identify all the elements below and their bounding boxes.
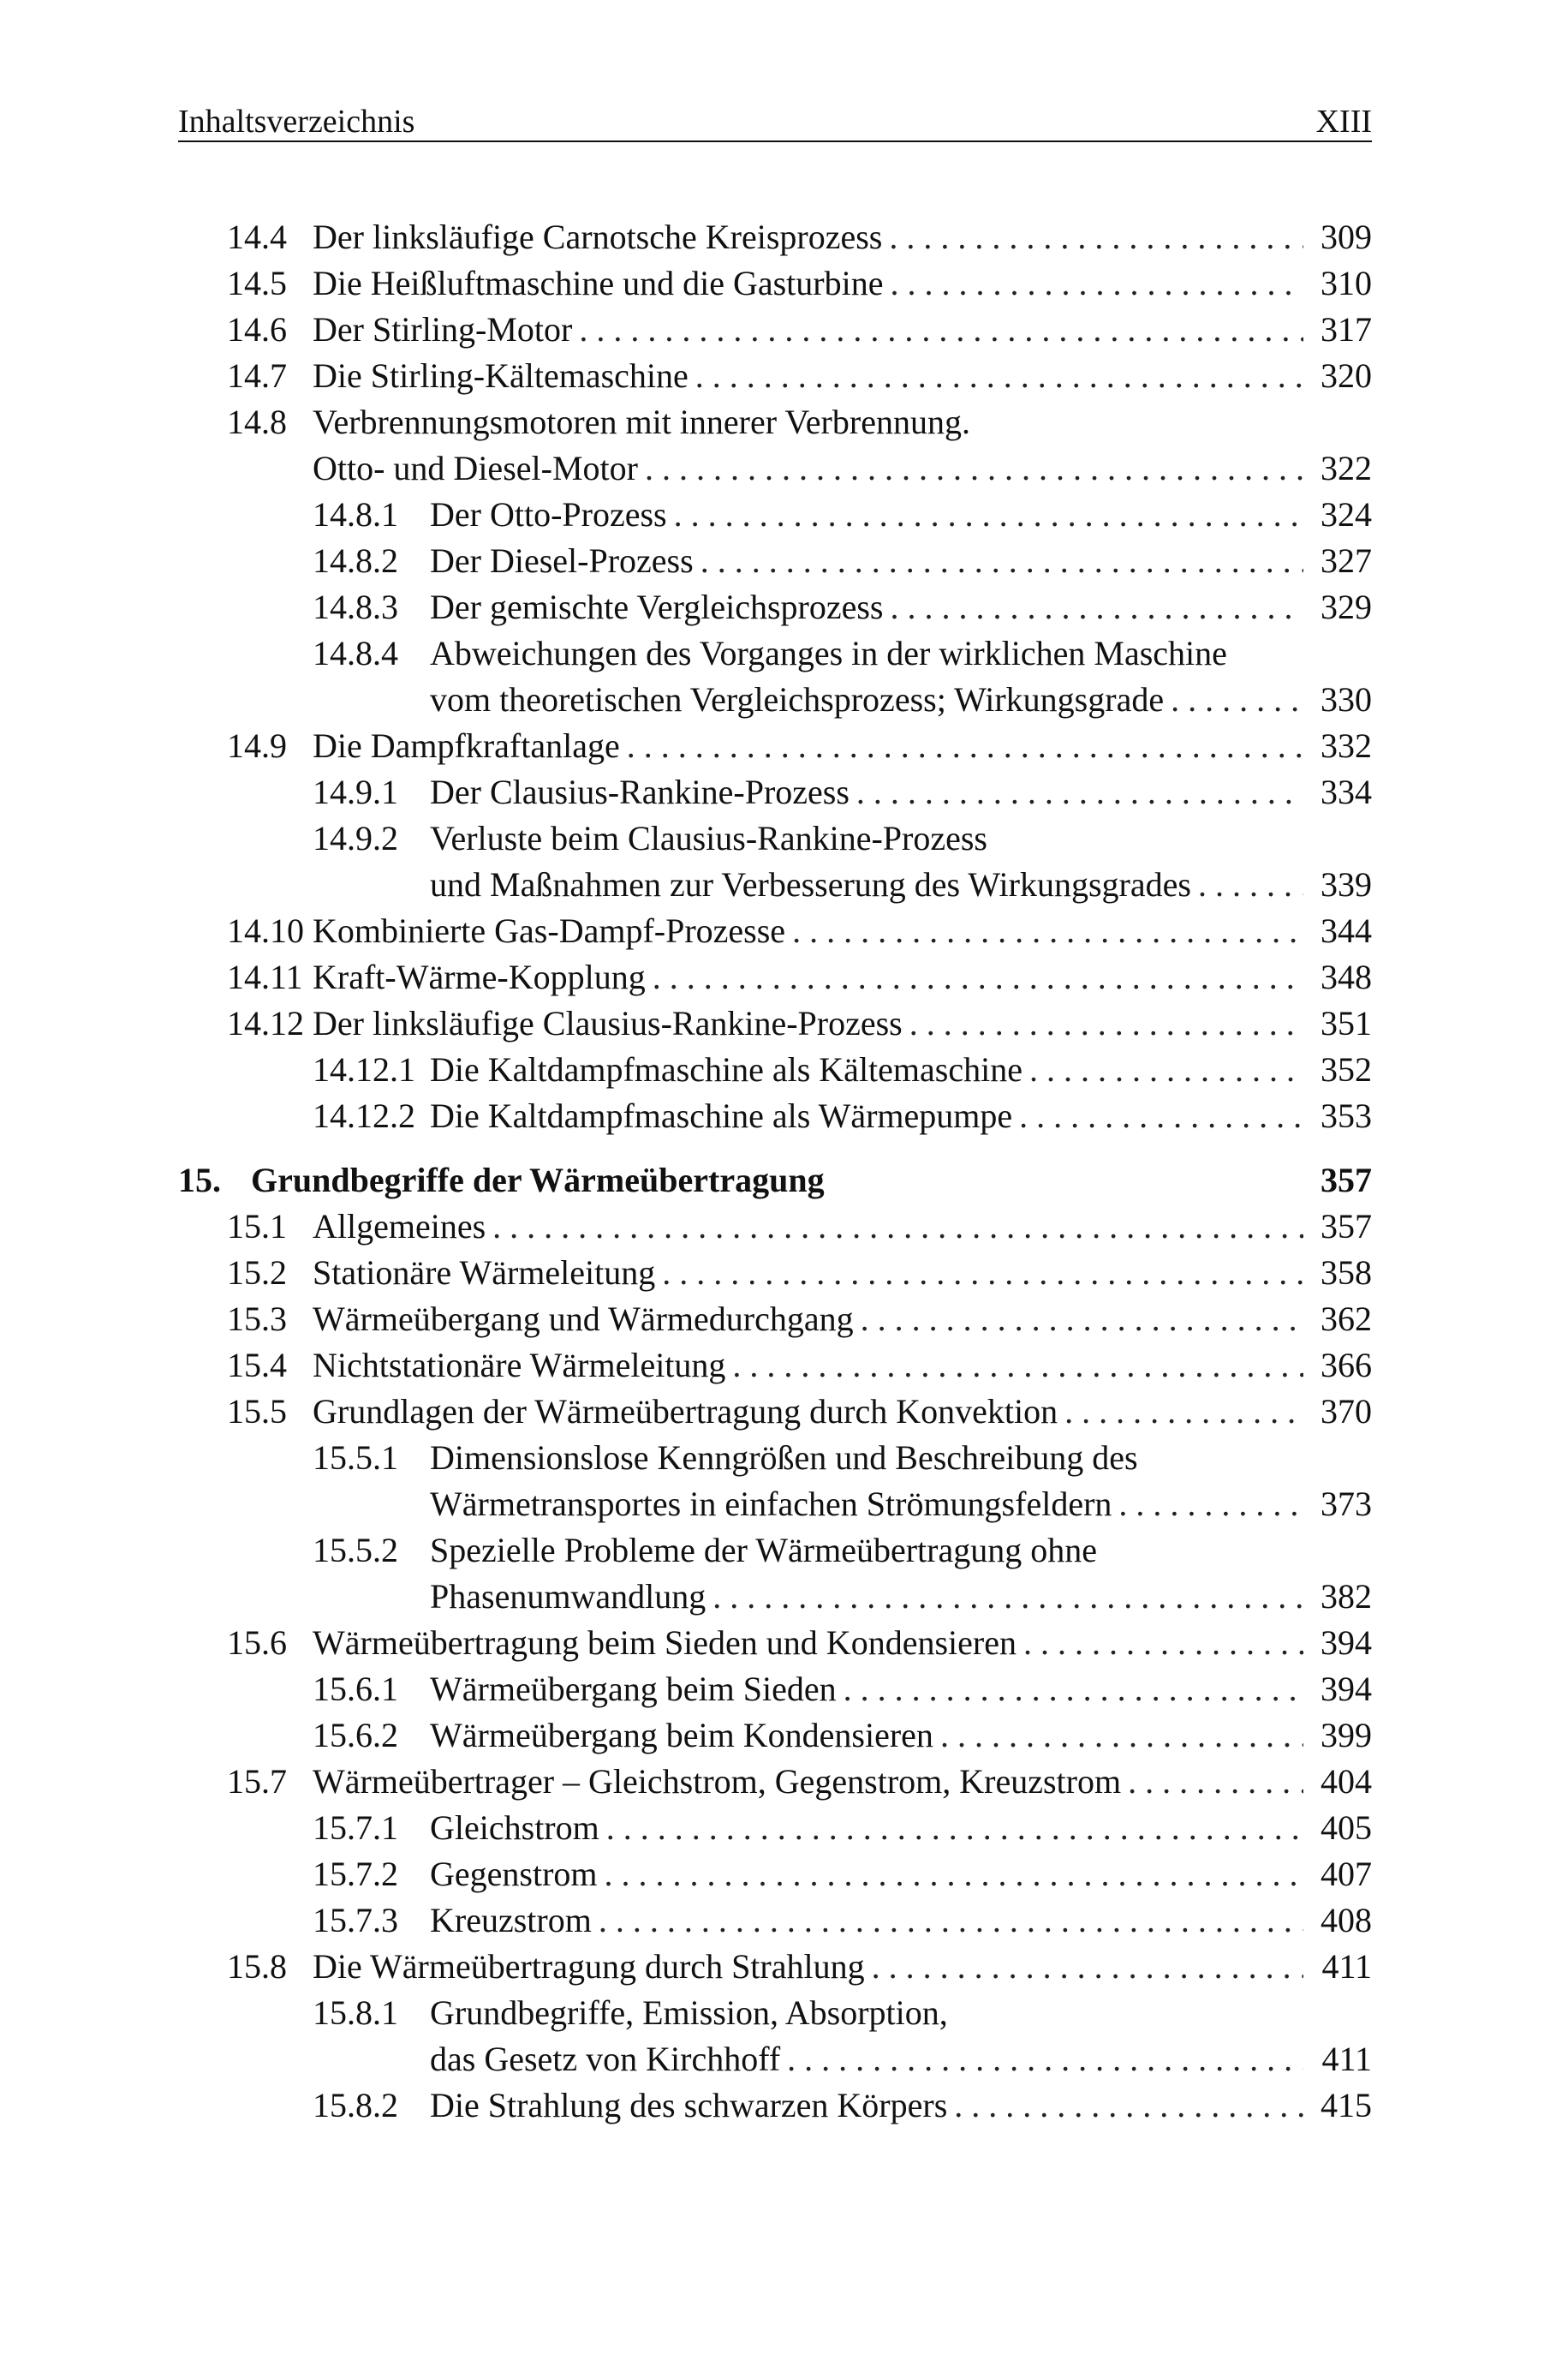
toc-entry-page: 327 [1321, 541, 1372, 580]
toc-entry-title-line-2: vom theoretischen Vergleichsprozess; Wirkungsgrade [430, 680, 1165, 719]
toc-entry[interactable] [178, 1712, 1372, 1759]
toc-entry-number: 15.5 [227, 1392, 287, 1431]
leader-dots [1023, 1620, 1303, 1666]
toc-entry-title: Der gemischte Vergleichsprozess [430, 588, 884, 626]
toc-entry-number: 14.11 [227, 958, 303, 996]
toc-entry-page: 411 [1321, 1947, 1372, 1986]
toc-entry[interactable] [178, 538, 1372, 584]
toc-entry[interactable] [178, 1851, 1372, 1897]
leader-dots [605, 1851, 1303, 1897]
toc-entry[interactable] [178, 1250, 1372, 1296]
toc-entry-number: 15.8 [227, 1947, 287, 1986]
leader-dots [662, 1250, 1303, 1296]
toc-entry-page: 357 [1321, 1207, 1372, 1246]
toc-entry-page: 309 [1321, 218, 1372, 256]
toc-entry[interactable] [178, 1001, 1372, 1047]
toc-entry[interactable] [178, 769, 1372, 816]
toc-entry-number: 14.10 [227, 911, 304, 950]
toc-entry-title: Die Kaltdampfmaschine als Wärmepumpe [430, 1096, 1013, 1135]
toc-entry-page: 362 [1321, 1300, 1372, 1338]
leader-dots [1064, 1389, 1303, 1435]
leader-dots [599, 1897, 1303, 1944]
toc-entry-page: 320 [1321, 356, 1372, 395]
leader-dots [1029, 1047, 1303, 1093]
toc-entry-number: 14.7 [227, 356, 287, 395]
leader-dots [954, 2082, 1303, 2129]
toc-entry[interactable] [178, 1759, 1372, 1805]
toc-chapter-heading[interactable] [178, 1157, 1372, 1204]
leader-dots [890, 260, 1303, 307]
toc-entry-page: 408 [1321, 1901, 1372, 1939]
toc-entry[interactable] [178, 307, 1372, 353]
toc-entry-page: 330 [1321, 680, 1372, 719]
toc-entry[interactable] [178, 584, 1372, 630]
toc-entry-number: 15.3 [227, 1300, 287, 1338]
toc-entry-page: 353 [1321, 1096, 1372, 1135]
toc-entry-number: 15.7 [227, 1762, 287, 1801]
toc-entry-title: Der linksläufige Carnotsche Kreisprozess [313, 218, 883, 256]
toc-entry[interactable] [178, 723, 1372, 769]
toc-entry[interactable] [178, 1944, 1372, 1990]
toc-entry-title: Der Clausius-Rankine-Prozess [430, 773, 850, 811]
toc-entry-title: Stationäre Wärmeleitung [313, 1253, 656, 1292]
toc-entry[interactable] [178, 1666, 1372, 1712]
toc-entry[interactable] [178, 1389, 1372, 1435]
toc-entry-number: 14.9 [227, 726, 287, 765]
toc-entry-page: 339 [1321, 865, 1372, 904]
toc-entry-number: 15.6.2 [313, 1716, 398, 1754]
toc-entry-title-line-1: Spezielle Probleme der Wärmeübertragung ohne [430, 1531, 1097, 1569]
toc-entry-page: 351 [1321, 1004, 1372, 1043]
toc-entry-number: 15.1 [227, 1207, 287, 1246]
toc-entry-title: Die Dampfkraftanlage [313, 726, 620, 765]
toc-entry-title: Wärmeübergang beim Kondensieren [430, 1716, 933, 1754]
leader-dots [701, 538, 1303, 584]
running-head-page-number: XIII [1315, 104, 1372, 140]
toc-entry[interactable] [178, 492, 1372, 538]
toc-entry-title: Der Diesel-Prozess [430, 541, 694, 580]
toc-entry-title: Kraft-Wärme-Kopplung [313, 958, 646, 996]
toc-chapter-number: 15. [178, 1161, 221, 1199]
leader-dots [606, 1805, 1303, 1851]
leader-dots [1118, 1481, 1303, 1527]
toc-entry-title: Die Wärmeübertragung durch Strahlung [313, 1947, 865, 1986]
toc-entry-page: 415 [1321, 2086, 1372, 2124]
toc-entry[interactable] [178, 908, 1372, 954]
leader-dots [787, 2036, 1303, 2082]
toc-entry-page: 344 [1321, 911, 1372, 950]
toc-entry[interactable] [178, 1897, 1372, 1944]
leader-dots [792, 908, 1303, 954]
toc-entry-title-line-1: Verbrennungsmotoren mit innerer Verbrennung. [313, 403, 970, 441]
toc-entry[interactable] [178, 630, 1372, 723]
toc-entry-number: 15.4 [227, 1346, 287, 1384]
toc-entry-title: Wärmeübergang und Wärmedurchgang [313, 1300, 854, 1338]
toc-entry-page: 348 [1321, 958, 1372, 996]
toc-entry-page: 411 [1321, 2040, 1372, 2078]
toc-entry[interactable] [178, 816, 1372, 908]
toc-entry[interactable] [178, 1435, 1372, 1527]
toc-entry-page: 352 [1321, 1050, 1372, 1089]
toc-entry[interactable] [178, 214, 1372, 260]
toc-entry-title-line-1: Verluste beim Clausius-Rankine-Prozess [430, 819, 987, 857]
toc-entry-title: Die Kaltdampfmaschine als Kältemaschine [430, 1050, 1022, 1089]
toc-entry-title: Die Heißluftmaschine und die Gasturbine [313, 264, 884, 302]
leader-dots [1198, 862, 1303, 908]
toc-entry-title: Kombinierte Gas-Dampf-Prozesse [313, 911, 786, 950]
leader-dots [889, 214, 1303, 260]
toc-entry-title-line-1: Grundbegriffe, Emission, Absorption, [430, 1993, 948, 2032]
toc-entry-title: Gleichstrom [430, 1808, 599, 1847]
toc-entry-page: 317 [1321, 310, 1372, 349]
leader-dots [1128, 1759, 1303, 1805]
toc-entry-page: 366 [1321, 1346, 1372, 1384]
leader-dots [909, 1001, 1303, 1047]
leader-dots [712, 1574, 1303, 1620]
toc-entry-number: 15.8.1 [313, 1993, 398, 2032]
toc-chapter-page: 357 [1321, 1161, 1372, 1199]
running-head-title: Inhaltsverzeichnis [178, 104, 415, 140]
leader-dots [579, 307, 1303, 353]
toc-entry-number: 14.9.1 [313, 773, 398, 811]
toc-entry-number: 15.6 [227, 1623, 287, 1662]
toc-entry-page: 399 [1321, 1716, 1372, 1754]
toc-entry-page: 404 [1321, 1762, 1372, 1801]
toc-entry-number: 14.8.1 [313, 495, 398, 534]
toc-entry-page: 310 [1321, 264, 1372, 302]
toc-entry-page: 370 [1321, 1392, 1372, 1431]
toc-entry-title-line-2: Otto- und Diesel-Motor [313, 449, 638, 487]
toc-entry[interactable] [178, 1527, 1372, 1620]
toc-entry[interactable] [178, 1620, 1372, 1666]
toc-entry-title-line-2: Wärmetransportes in einfachen Strömungsfeldern [430, 1485, 1112, 1523]
toc-entry-title: Allgemeines [313, 1207, 486, 1246]
toc-entry-title: Wärmeübertragung beim Sieden und Kondensieren [313, 1623, 1017, 1662]
toc-entry-number: 15.6.1 [313, 1670, 398, 1708]
leader-dots [492, 1204, 1303, 1250]
toc-entry-title: Der Stirling-Motor [313, 310, 573, 349]
leader-dots [1171, 677, 1303, 723]
toc-entry-title-line-1: Abweichungen des Vorganges in der wirklichen Maschine [430, 634, 1227, 672]
toc-entry-number: 14.4 [227, 218, 287, 256]
toc-entry[interactable] [178, 1204, 1372, 1250]
running-head [178, 96, 1372, 142]
toc-entry-number: 14.9.2 [313, 819, 398, 857]
toc-entry-page: 394 [1321, 1670, 1372, 1708]
toc-entry[interactable] [178, 399, 1372, 492]
toc-entry[interactable] [178, 1342, 1372, 1389]
toc-entry-number: 15.5.2 [313, 1531, 398, 1569]
toc-entry[interactable] [178, 2082, 1372, 2129]
leader-dots [732, 1342, 1303, 1389]
toc-entry-title: Nichtstationäre Wärmeleitung [313, 1346, 726, 1384]
toc-entry[interactable] [178, 1805, 1372, 1851]
toc-entry-page: 332 [1321, 726, 1372, 765]
leader-dots [645, 445, 1303, 492]
toc-entry-title: Grundlagen der Wärmeübertragung durch Konvektion [313, 1392, 1058, 1431]
toc-entry-title-line-1: Dimensionslose Kenngrößen und Beschreibung des [430, 1438, 1138, 1477]
toc-entry-title: Die Stirling-Kältemaschine [313, 356, 689, 395]
toc-entry-number: 15.8.2 [313, 2086, 398, 2124]
leader-dots [844, 1666, 1303, 1712]
table-of-contents [178, 214, 1372, 2129]
leader-dots [872, 1944, 1303, 1990]
leader-dots [653, 954, 1303, 1001]
leader-dots [856, 769, 1303, 816]
toc-entry[interactable] [178, 1047, 1372, 1093]
toc-entry-number: 14.12.1 [313, 1050, 415, 1089]
toc-entry-title-line-2: das Gesetz von Kirchhoff [430, 2040, 781, 2078]
toc-entry-number: 14.8.2 [313, 541, 398, 580]
toc-entry[interactable] [178, 1990, 1372, 2082]
toc-entry[interactable] [178, 353, 1372, 399]
leader-dots [627, 723, 1303, 769]
toc-entry-number: 14.8.3 [313, 588, 398, 626]
leader-dots [695, 353, 1303, 399]
toc-entry-title: Wärmeübergang beim Sieden [430, 1670, 837, 1708]
toc-entry-page: 358 [1321, 1253, 1372, 1292]
toc-entry-number: 15.7.3 [313, 1901, 398, 1939]
toc-entry-page: 334 [1321, 773, 1372, 811]
toc-entry-page: 329 [1321, 588, 1372, 626]
toc-entry-page: 394 [1321, 1623, 1372, 1662]
toc-entry-number: 15.7.1 [313, 1808, 398, 1847]
toc-entry-page: 382 [1321, 1577, 1372, 1616]
leader-dots [890, 584, 1303, 630]
toc-entry-page: 373 [1321, 1485, 1372, 1523]
toc-entry-number: 14.8 [227, 403, 287, 441]
toc-entry-page: 407 [1321, 1855, 1372, 1893]
toc-entry-number: 15.7.2 [313, 1855, 398, 1893]
toc-entry[interactable] [178, 1296, 1372, 1342]
leader-dots [940, 1712, 1303, 1759]
toc-chapter-title: Grundbegriffe der Wärmeübertragung [251, 1161, 825, 1199]
toc-entry-title: Der Otto-Prozess [430, 495, 667, 534]
toc-entry-number: 15.5.1 [313, 1438, 398, 1477]
toc-entry-number: 14.6 [227, 310, 287, 349]
toc-entry-page: 322 [1321, 449, 1372, 487]
leader-dots [861, 1296, 1303, 1342]
toc-entry-number: 14.8.4 [313, 634, 398, 672]
toc-entry-title: Gegenstrom [430, 1855, 598, 1893]
toc-entry-title-line-2: und Maßnahmen zur Verbesserung des Wirkungsgrades [430, 865, 1191, 904]
toc-entry-page: 324 [1321, 495, 1372, 534]
leader-dots [1019, 1093, 1303, 1139]
toc-entry-title: Die Strahlung des schwarzen Körpers [430, 2086, 948, 2124]
toc-entry[interactable] [178, 1093, 1372, 1139]
toc-entry-number: 14.12 [227, 1004, 304, 1043]
toc-entry-number: 14.5 [227, 264, 287, 302]
toc-entry-title: Wärmeübertrager – Gleichstrom, Gegenstrom, Kreuzstrom [313, 1762, 1122, 1801]
toc-entry-number: 14.12.2 [313, 1096, 415, 1135]
toc-entry-title-line-2: Phasenumwandlung [430, 1577, 706, 1616]
toc-entry-page: 405 [1321, 1808, 1372, 1847]
toc-entry[interactable] [178, 954, 1372, 1001]
toc-entry-number: 15.2 [227, 1253, 287, 1292]
toc-entry-title: Der linksläufige Clausius-Rankine-Prozess [313, 1004, 903, 1043]
toc-entry[interactable] [178, 260, 1372, 307]
leader-dots [674, 492, 1303, 538]
toc-entry-title: Kreuzstrom [430, 1901, 592, 1939]
